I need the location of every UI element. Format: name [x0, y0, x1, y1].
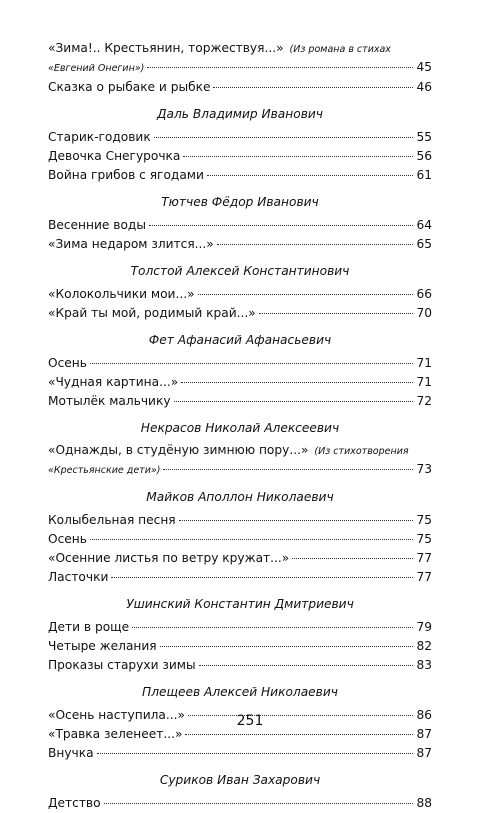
toc-entry[interactable]: [48, 568, 432, 587]
toc-entry[interactable]: [48, 78, 432, 97]
entry-second-line: [48, 460, 432, 480]
entry-source-note: «Евгений Онегин»): [48, 63, 145, 74]
toc-entry[interactable]: [48, 304, 432, 323]
toc-entry[interactable]: [48, 354, 432, 373]
entry-page-number: 73: [416, 462, 432, 476]
toc-entry[interactable]: [48, 285, 432, 304]
toc-entry[interactable]: [48, 128, 432, 147]
entry-page-number: 79: [416, 620, 432, 634]
author-heading: Даль Владимир Иванович: [156, 107, 324, 121]
dot-leader: [185, 734, 413, 735]
toc-entry[interactable]: [48, 216, 432, 235]
entry-page-number: 70: [416, 306, 432, 320]
entry-title: «Однажды, в студёную зимнюю пору...»: [48, 443, 309, 457]
dot-leader: [132, 627, 413, 628]
entry-page-number: 45: [416, 60, 432, 74]
entry-title: Старик-годовик: [48, 130, 151, 144]
dot-leader: [207, 175, 414, 176]
toc-entry[interactable]: [48, 442, 432, 480]
entry-title: Детство: [48, 796, 101, 810]
toc-entry[interactable]: [48, 530, 432, 549]
entry-title: «Травка зеленеет...»: [48, 727, 183, 741]
entry-page-number: 65: [416, 237, 432, 251]
entry-first-line: [48, 442, 432, 460]
entry-title: «Зима недаром злится...»: [48, 237, 214, 251]
author-heading: Тютчев Фёдор Иванович: [161, 195, 319, 209]
toc-entry[interactable]: [48, 637, 432, 656]
entry-title: «Край ты мой, родимый край...»: [48, 306, 256, 320]
entry-page-number: 71: [416, 375, 432, 389]
entry-page-number: 71: [416, 356, 432, 370]
author-heading: Суриков Иван Захарович: [159, 773, 321, 787]
toc-list: [48, 40, 432, 813]
author-heading: Плещеев Алексей Николаевич: [142, 685, 338, 699]
entry-title: Война грибов с ягодами: [48, 168, 204, 182]
entry-page-number: 75: [416, 532, 432, 546]
dot-leader: [199, 665, 414, 666]
author-heading: Толстой Алексей Константинович: [130, 264, 350, 278]
entry-source-note: (Из стихотворения: [314, 446, 409, 457]
entry-page-number: 46: [416, 80, 432, 94]
entry-source-note: (Из романа в стихах: [289, 44, 391, 55]
toc-entry[interactable]: [48, 40, 432, 78]
entry-page-number: 56: [416, 149, 432, 163]
toc-entry[interactable]: [48, 147, 432, 166]
dot-leader: [147, 67, 413, 68]
toc-entry[interactable]: [48, 166, 432, 185]
page-number: 251: [236, 713, 264, 729]
dot-leader: [149, 225, 414, 226]
entry-first-line: [48, 40, 432, 58]
toc-entry[interactable]: [48, 744, 432, 763]
dot-leader: [111, 577, 413, 578]
entry-title: Внучка: [48, 746, 94, 760]
entry-page-number: 87: [416, 746, 432, 760]
author-heading: Майков Аполлон Николаевич: [146, 490, 334, 504]
entry-title: Дети в роще: [48, 620, 130, 634]
toc-entry[interactable]: [48, 392, 432, 411]
dot-leader: [154, 137, 414, 138]
dot-leader: [160, 646, 414, 647]
author-heading: Ушинский Константин Дмитриевич: [126, 597, 354, 611]
dot-leader: [183, 156, 413, 157]
dot-leader: [90, 363, 414, 364]
toc-entry[interactable]: [48, 794, 432, 813]
entry-page-number: 77: [416, 570, 432, 584]
author-heading: Некрасов Николай Алексеевич: [140, 421, 340, 435]
entry-source-note: «Крестьянские дети»): [48, 465, 161, 476]
entry-page-number: 83: [416, 658, 432, 672]
toc-entry[interactable]: [48, 656, 432, 675]
entry-page-number: 77: [416, 551, 432, 565]
entry-title: Осень: [48, 532, 87, 546]
entry-title: «Осень наступила...»: [48, 708, 185, 722]
table-of-contents: [48, 40, 432, 813]
entry-title: Мотылёк мальчику: [48, 394, 171, 408]
entry-page-number: 88: [416, 796, 432, 810]
dot-leader: [292, 558, 413, 559]
entry-second-line: [48, 58, 432, 78]
entry-page-number: 61: [416, 168, 432, 182]
entry-title: Весенние воды: [48, 218, 146, 232]
entry-title: «Осенние листья по ветру кружат...»: [48, 551, 290, 565]
dot-leader: [217, 244, 414, 245]
toc-entry[interactable]: [48, 235, 432, 254]
entry-title: «Колокольчики мои...»: [48, 287, 195, 301]
entry-page-number: 64: [416, 218, 432, 232]
entry-page-number: 82: [416, 639, 432, 653]
entry-page-number: 66: [416, 287, 432, 301]
entry-title: «Чудная картина...»: [48, 375, 179, 389]
dot-leader: [174, 401, 414, 402]
entry-page-number: 86: [416, 708, 432, 722]
dot-leader: [259, 313, 414, 314]
dot-leader: [97, 753, 414, 754]
toc-entry[interactable]: [48, 618, 432, 637]
entry-title: Четыре желания: [48, 639, 157, 653]
entry-title: Осень: [48, 356, 87, 370]
dot-leader: [179, 520, 414, 521]
entry-page-number: 75: [416, 513, 432, 527]
dot-leader: [198, 294, 414, 295]
toc-entry[interactable]: [48, 373, 432, 392]
dot-leader: [90, 539, 414, 540]
entry-title: Колыбельная песня: [48, 513, 176, 527]
entry-title: Сказка о рыбаке и рыбке: [48, 80, 211, 94]
dot-leader: [104, 803, 414, 804]
entry-page-number: 55: [416, 130, 432, 144]
entry-title: «Зима!.. Крестьянин, торжествуя...»: [48, 41, 284, 55]
author-heading: Фет Афанасий Афанасьевич: [148, 333, 332, 347]
toc-entry[interactable]: [48, 549, 432, 568]
entry-title: Девочка Снегурочка: [48, 149, 181, 163]
dot-leader: [181, 382, 413, 383]
dot-leader: [213, 87, 413, 88]
toc-entry[interactable]: [48, 511, 432, 530]
entry-page-number: 87: [416, 727, 432, 741]
entry-page-number: 72: [416, 394, 432, 408]
dot-leader: [163, 469, 413, 470]
entry-title: Проказы старухи зимы: [48, 658, 196, 672]
entry-title: Ласточки: [48, 570, 109, 584]
